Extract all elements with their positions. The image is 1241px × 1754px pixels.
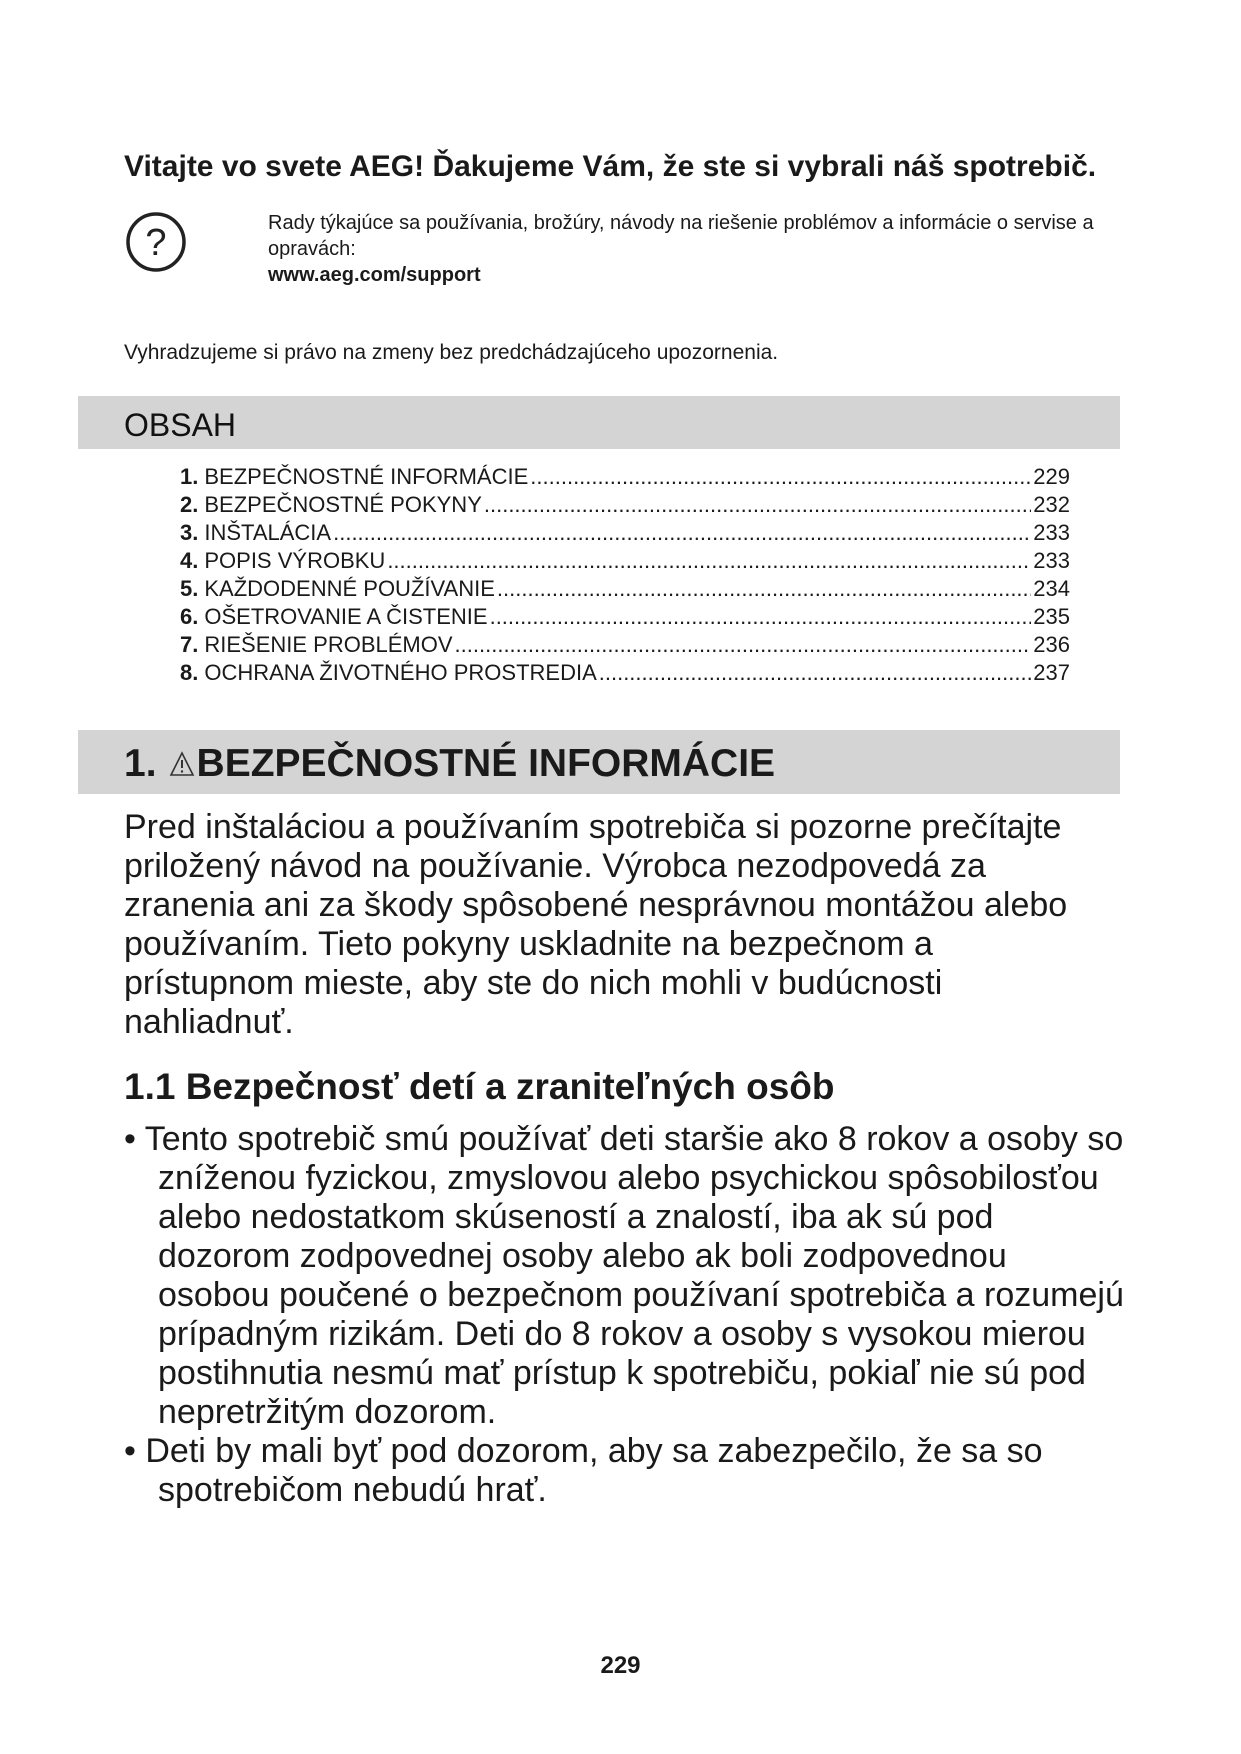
toc-item[interactable] bbox=[180, 463, 1070, 491]
toc-item[interactable] bbox=[180, 603, 1070, 631]
toc-item[interactable] bbox=[180, 547, 1070, 575]
toc-label: BEZPEČNOSTNÉ INFORMÁCIE bbox=[204, 464, 529, 489]
toc-page: 235 bbox=[1033, 604, 1070, 629]
toc-page: 232 bbox=[1033, 492, 1070, 517]
support-link[interactable]: www.aeg.com/support bbox=[268, 264, 481, 286]
toc-page: 234 bbox=[1033, 576, 1070, 601]
toc-leader bbox=[497, 575, 1031, 603]
page-number: 229 bbox=[600, 1652, 641, 1679]
toc-leader bbox=[490, 603, 1032, 631]
toc-item[interactable] bbox=[180, 575, 1070, 603]
intro-paragraph: Pred inštaláciou a používaním spotrebiča si pozorne prečítajte priložený návod na používanie. Výrobca nezodpovedá za zranenia ani za škody spôsobené nesprávnou montážou alebo používaním. Tieto pokyny uskladnite na bezpečnom a prístupnom mieste, aby ste do nich mohli v budúcnosti nahliadnuť. bbox=[124, 808, 1068, 1041]
section-title-text: BEZPEČNOSTNÉ INFORMÁCIE bbox=[196, 742, 776, 785]
toc-item[interactable] bbox=[180, 519, 1070, 547]
toc-number: 5. bbox=[180, 576, 199, 601]
bullet-item: • Deti by mali byť pod dozorom, aby sa zabezpečilo, že sa so spotrebičom nebudú hrať. bbox=[124, 1432, 1124, 1510]
toc-label: INŠTALÁCIA bbox=[204, 520, 332, 545]
support-text: Rady týkajúce sa používania, brožúry, návody na riešenie problémov a informácie o servise a opravách: bbox=[268, 212, 1094, 260]
toc-number: 1. bbox=[180, 464, 199, 489]
toc-item[interactable] bbox=[180, 491, 1070, 519]
toc-leader bbox=[484, 491, 1031, 519]
toc-page: 236 bbox=[1033, 632, 1070, 657]
bullet-list bbox=[124, 1120, 1124, 1510]
welcome-heading: Vitajte vo svete AEG! Ďakujeme Vám, že ste si vybrali náš spotrebič. bbox=[124, 150, 1097, 183]
toc-label: BEZPEČNOSTNÉ POKYNY bbox=[204, 492, 482, 517]
toc-label: OŠETROVANIE A ČISTENIE bbox=[204, 604, 488, 629]
toc-item[interactable] bbox=[180, 659, 1070, 687]
toc-page: 229 bbox=[1033, 464, 1070, 489]
contents-title: OBSAH bbox=[124, 407, 237, 443]
toc-item[interactable] bbox=[180, 631, 1070, 659]
table-of-contents bbox=[180, 463, 1070, 687]
subsection-title: 1.1 Bezpečnosť detí a zraniteľných osôb bbox=[124, 1066, 835, 1107]
toc-number: 7. bbox=[180, 632, 199, 657]
toc-number: 3. bbox=[180, 520, 199, 545]
section-number: 1. bbox=[124, 742, 157, 785]
toc-number: 8. bbox=[180, 660, 199, 685]
toc-leader bbox=[530, 463, 1031, 491]
support-info bbox=[268, 210, 1118, 288]
toc-label: KAŽDODENNÉ POUŽÍVANIE bbox=[204, 576, 495, 601]
toc-page: 233 bbox=[1033, 520, 1070, 545]
toc-page: 233 bbox=[1033, 548, 1070, 573]
toc-number: 6. bbox=[180, 604, 199, 629]
question-circle-icon bbox=[124, 210, 188, 274]
toc-label: RIEŠENIE PROBLÉMOV bbox=[204, 632, 453, 657]
toc-leader bbox=[599, 659, 1032, 687]
toc-page: 237 bbox=[1033, 660, 1070, 685]
toc-leader bbox=[387, 547, 1031, 575]
section-title bbox=[124, 742, 775, 786]
toc-number: 4. bbox=[180, 548, 199, 573]
bullet-item: • Tento spotrebič smú používať deti staršie ako 8 rokov a osoby so zníženou fyzickou, zmyslovou alebo psychickou spôsobilosťou alebo nedostatkom skúseností a znalostí, iba ak sú pod dozorom zodpovednej osoby alebo ak boli zodpovednou osobou poučené o bezpečnom používaní spotrebiča a rozumejú prípadným rizikám. Deti do 8 rokov a osoby s vysokou mierou postihnutia nesmú mať prístup k spotrebiču, pokiaľ nie sú pod nepretržitým dozorom. bbox=[124, 1120, 1124, 1432]
warning-triangle-icon bbox=[169, 751, 195, 777]
disclaimer: Vyhradzujeme si právo na zmeny bez predchádzajúceho upozornenia. bbox=[124, 341, 779, 364]
svg-text:?: ? bbox=[145, 222, 167, 264]
toc-leader bbox=[333, 519, 1031, 547]
toc-number: 2. bbox=[180, 492, 199, 517]
toc-label: POPIS VÝROBKU bbox=[204, 548, 386, 573]
toc-leader bbox=[455, 631, 1032, 659]
toc-label: OCHRANA ŽIVOTNÉHO PROSTREDIA bbox=[204, 660, 597, 685]
